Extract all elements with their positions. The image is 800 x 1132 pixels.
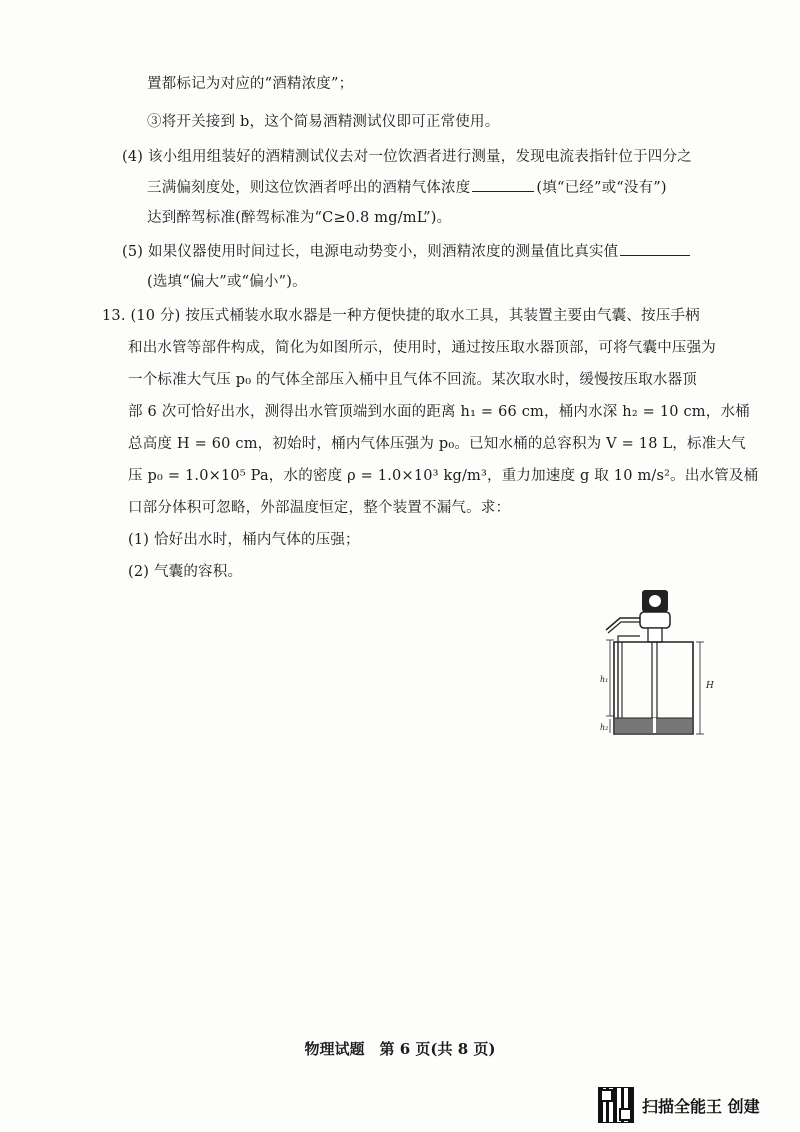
question-4-text-b: (填“已经”或“没有”)	[536, 180, 667, 196]
question-13-line-5: 总高度 H = 60 cm，初始时，桶内气体压强为 p₀。已知水桶的总容积为 V = 18 L，标准大气	[128, 436, 746, 452]
question-13-line-6: 压 p₀ = 1.0×10⁵ Pa，水的密度 ρ = 1.0×10³ kg/m³，重力加速度 g 取 10 m/s²。出水管及桶	[128, 468, 759, 484]
answer-blank-4[interactable]	[472, 177, 534, 192]
h1-label: h₁	[600, 675, 609, 684]
outlet-pipe-top	[606, 618, 640, 630]
page-footer: 物理试题 第 6 页(共 8 页)	[304, 1040, 496, 1058]
question-4-line-1: (4) 该小组用组装好的酒精测试仪去对一位饮酒者进行测量，发现电流表指针位于四分之	[122, 149, 692, 165]
question-13-line-4: 部 6 次可恰好出水，测得出水管顶端到水面的距离 h₁ = 66 cm，桶内水深 h₂ = 10 cm，水桶	[128, 404, 750, 420]
question-13-line-3: 一个标准大气压 p₀ 的气体全部压入桶中且气体不回流。某次取水时，缓慢按压取水器顶	[128, 372, 698, 388]
question-13-line-1: 13. (10 分) 按压式桶装水取水器是一种方便快捷的取水工具，其装置主要由气囊、按压手柄	[102, 308, 700, 324]
text-line-2: ③将开关接到 b，这个简易酒精测试仪即可正常使用。	[147, 114, 500, 130]
sub-question-2: (2) 气囊的容积。	[128, 564, 243, 580]
question-4-text-a: 三满偏刻度处，则这位饮酒者呼出的酒精气体浓度	[147, 180, 471, 196]
question-13-line-2: 和出水管等部件构成，简化为如图所示，使用时，通过按压取水器顶部，可将气囊中压强为	[128, 340, 716, 356]
text-line-1: 置都标记为对应的“酒精浓度”；	[147, 76, 354, 92]
qr-code-icon	[598, 1087, 634, 1123]
question-5-line-2: (选填“偏大”或“偏小”)。	[147, 274, 307, 290]
scanner-watermark-text: 扫描全能王 创建	[642, 1096, 760, 1116]
H-label: H	[706, 681, 714, 691]
air-bag	[640, 612, 670, 628]
question-5-line-1	[122, 241, 692, 262]
bucket-neck	[648, 628, 662, 642]
sub-question-1: (1) 恰好出水时，桶内气体的压强；	[128, 532, 360, 548]
scanner-watermark	[598, 1087, 760, 1123]
h2-label: h₂	[600, 723, 609, 732]
question-4-line-2	[147, 177, 667, 198]
water-dispenser-diagram	[598, 588, 723, 738]
question-4-line-3: 达到醉驾标准(醉驾标准为“C≥0.8 mg/mL”)。	[147, 210, 452, 226]
pump-button	[649, 595, 661, 607]
question-5-text: (5) 如果仪器使用时间过长，电源电动势变小，则酒精浓度的测量值比真实值	[122, 244, 619, 260]
question-13-line-7: 口部分体积可忽略，外部温度恒定，整个装置不漏气。求：	[128, 500, 511, 516]
answer-blank-5[interactable]	[620, 241, 690, 256]
